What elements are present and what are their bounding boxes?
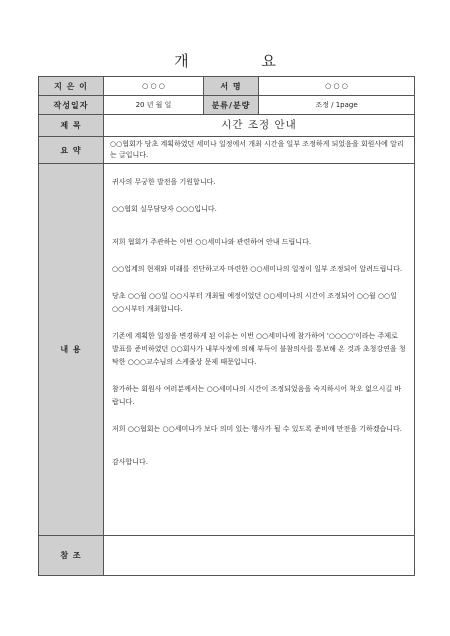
subject-label: 제 목 <box>39 115 104 137</box>
content-paragraph: 귀사의 무궁한 발전을 기원합니다. <box>112 178 216 186</box>
content-paragraph: ○○업계의 현재와 미래를 진단하고자 마련한 ○○세미나의 일정이 일부 조정되어 알려드립니다. <box>112 265 403 273</box>
content-paragraph: 참가하는 회원사 여러분께서는 ○○세미나의 시간이 조정되었음을 숙지하시어 착오 없으시길 바랍니다. <box>112 385 402 406</box>
signature-value: ○ ○ ○ <box>259 77 415 96</box>
content-paragraph: 저희 ○○협회는 ○○세미나가 보다 의미 있는 행사가 될 수 있도록 준비에 만전을 기하겠습니다. <box>112 425 403 433</box>
category-label: 분류/분량 <box>204 96 259 115</box>
content-body <box>104 164 415 536</box>
subject-value: 시간 조정 안내 <box>104 115 415 137</box>
signature-label: 서 명 <box>204 77 259 96</box>
content-paragraph: 저희 협회가 주관하는 이번 ○○세미나와 관련하여 안내 드립니다. <box>112 238 312 246</box>
author-label: 지 은 이 <box>39 77 104 96</box>
date-label: 작성일자 <box>39 96 104 115</box>
reference-value <box>104 536 415 576</box>
content-paragraph: 기존에 계획한 일정을 변경하게 된 이유는 이번 ○○세미나에 참가하여 '○○○○'이라는 주제로 발표를 준비하였던 ○○회사가 내부사정에 의해 부득이 불참의사를 통보해 온 것과 초청강연을 청탁한 ○○○교수님의 스케줄상 문제 때문입니다. <box>112 332 406 366</box>
content-paragraph: 감사합니다. <box>112 458 149 466</box>
summary-label: 요 약 <box>39 137 104 164</box>
content-paragraph: 당초 ○○월 ○○일 ○○시부터 개최될 예정이었던 ○○세미나의 시간이 조정되어 ○○월 ○○일 ○○시부터 개최합니다. <box>112 292 397 313</box>
category-value: 조정 / 1page <box>259 96 415 115</box>
reference-label: 참 조 <box>39 536 104 576</box>
author-value: ○ ○ ○ <box>104 77 204 96</box>
content-label: 내 용 <box>39 164 104 536</box>
summary-value: ○○협회가 당초 계획하였던 세미나 일정에서 개최 시간을 일부 조정하게 되었음을 회원사에 알리는 글입니다. <box>104 137 415 164</box>
content-paragraph: ○○협회 실무담당자 ○○○입니다. <box>112 205 217 213</box>
date-value: 20 년 월 일 <box>104 96 204 115</box>
document-title: 개 요 <box>174 52 310 70</box>
summary-form-table <box>38 76 415 576</box>
